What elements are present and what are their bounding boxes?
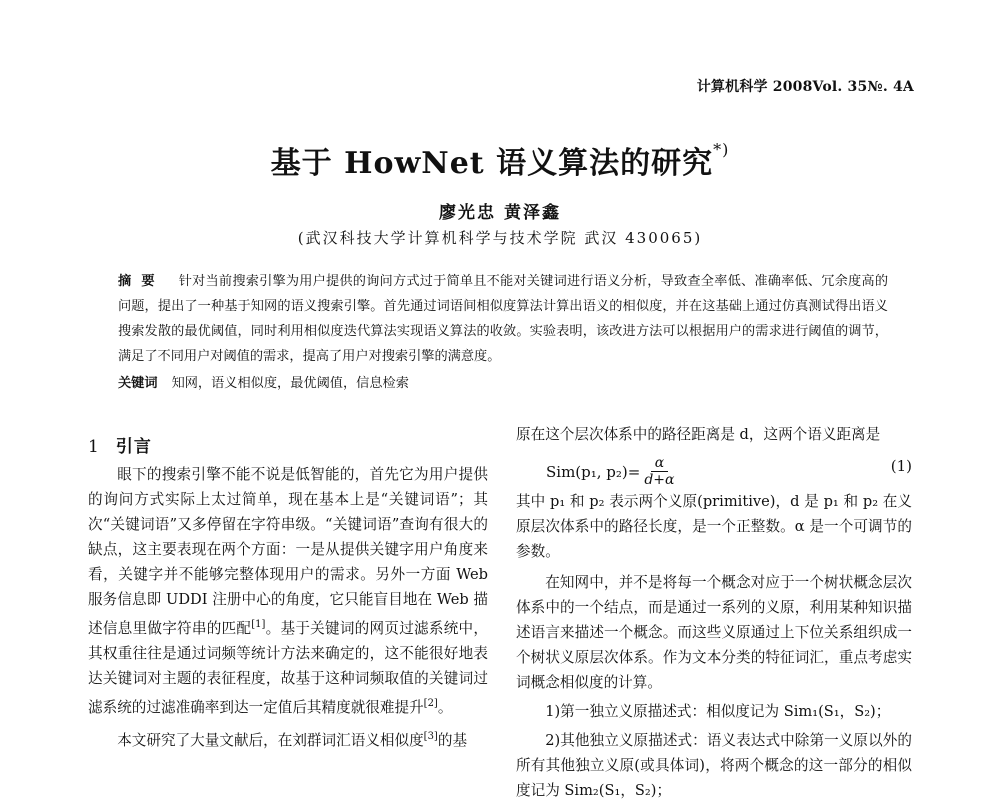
citation: [1] [251, 619, 266, 630]
citation: [2] [423, 697, 438, 709]
paragraph: 1)第一独立义原描述式：相似度记为 Sim₁(S₁，S₂)； [545, 703, 891, 720]
keywords-text: 知网，语义相似度，最优阈值，信息检索 [171, 376, 409, 391]
paragraph-text: 本文研究了大量文献后，在刘群词汇语义相似度 [117, 731, 424, 749]
paragraph-text: 。基于关键词的网页过滤系统中，其权重往往是通过词频等统计方法来确定的，这不能很好地表达关键词对主题的表征程度，故基于这种词频取值的关键词过滤系统的过滤准确率到达一定值后其精度就很难提升 [88, 619, 488, 716]
paragraph [88, 462, 488, 720]
title-footnote-mark: *) [713, 140, 730, 159]
section-number: 1 [88, 437, 100, 457]
paragraph: 在知网中，并不是将每一个概念对应于一个树状概念层次体系中的一个结点，而是通过一系列的义原，利用某种知识描述语言来描述一个概念。而这些义原通过上下位关系组织成一个树状义原层次体系。作为文本分类的特征词汇，重点考虑实词概念相似度的计算。 [516, 574, 912, 691]
formula-denominator: d+α [644, 472, 675, 488]
formula [546, 455, 675, 488]
right-column-intro: 原在这个层次体系中的路径距离是 d，这两个语义距离是 [516, 426, 881, 443]
right-column [516, 489, 912, 803]
affiliation: (武汉科技大学计算机科学与技术学院 武汉 430065) [297, 229, 703, 247]
formula-fraction [644, 455, 674, 488]
equation-number: (1) [890, 457, 912, 475]
paragraph-text: 眼下的搜索引擎不能不说是低智能的，首先它为用户提供的询问方式实际上太过简单，现在基本上是“关键词语”；其次“关键词语”又多停留在字符串级。“关键词语”查询有很大的缺点，这主要表现在两个方面：一是从提供关键字用户角度来看，关键字并不能够完整体现用户的需求。另外一方面 Web 服务信息即 UDDI 注册中心的角度，它只能盲目地在 Web 描述信息里做字符串的匹配 [88, 466, 488, 637]
section-title: 引言 [115, 437, 152, 457]
paragraph-text: 的基 [437, 731, 468, 749]
formula-lhs: Sim(p₁, p₂)= [546, 462, 641, 481]
paper-title [0, 138, 1000, 182]
paragraph [88, 724, 488, 753]
keywords [118, 372, 888, 391]
left-column [88, 462, 488, 753]
abstract-label: 摘要 [118, 274, 165, 289]
section-heading [88, 432, 152, 457]
journal-header: 计算机科学 2008Vol. 35№. 4A [696, 79, 914, 95]
keywords-label: 关键词 [118, 376, 158, 391]
citation: [3] [423, 730, 438, 742]
paragraph: 2)其他独立义原描述式：语义表达式中除第一义原以外的所有其他独立义原(或具体词)，将两个概念的这一部分的相似度记为 Sim₂(S₁，S₂)； [516, 732, 912, 799]
authors: 廖光忠 黄泽鑫 [439, 203, 561, 223]
paragraph-text: 。 [437, 698, 453, 716]
formula-numerator: α [651, 455, 668, 472]
title-text: 基于 HowNet 语义算法的研究 [270, 146, 714, 181]
abstract [118, 269, 888, 369]
paragraph: 其中 p₁ 和 p₂ 表示两个义原(primitive)，d 是 p₁ 和 p₂ 在义原层次体系中的路径长度，是一个正整数。α 是一个可调节的参数。 [516, 493, 912, 560]
abstract-text: 针对当前搜索引擎为用户提供的询问方式过于简单且不能对关键词进行语义分析，导致查全率低、准确率低、冗余度高的问题，提出了一种基于知网的语义搜索引擎。首先通过词语间相似度算法计算出语义的相似度，并在这基础上通过仿真测试得出语义搜索发散的最优阈值，同时利用相似度迭代算法实现语义算法的收敛。实验表明，该改进方法可以根据用户的需求进行阈值的调节，满足了不同用户对阈值的需求，提高了用户对搜索引擎的满意度。 [118, 274, 889, 364]
